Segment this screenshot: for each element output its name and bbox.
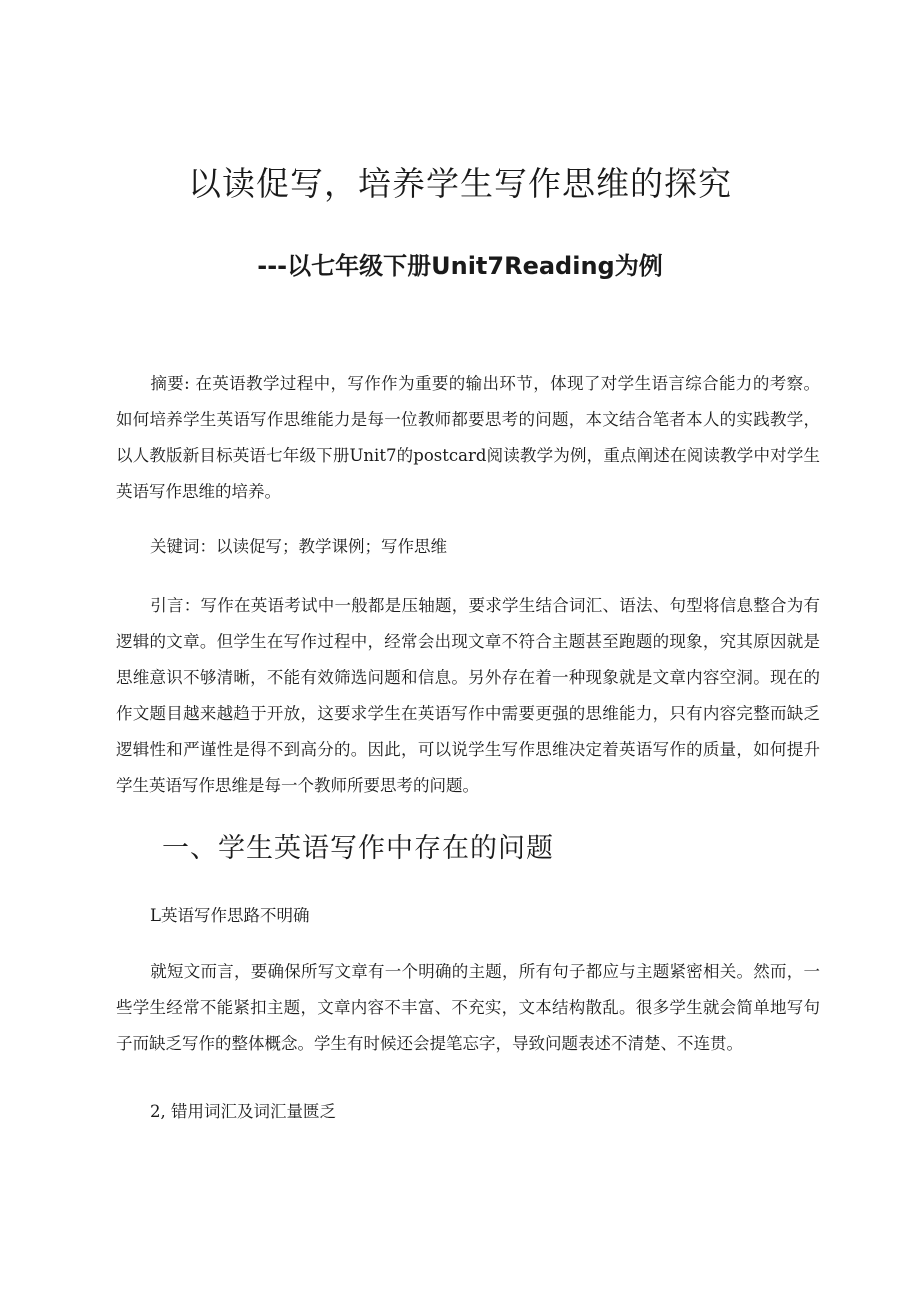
- introduction-paragraph: [116, 588, 820, 804]
- abstract-paragraph: [116, 366, 820, 510]
- document-subtitle: ---以七年级下册Unit7Reading为例: [257, 252, 663, 280]
- section-heading: 一、学生英语写作中存在的问题: [162, 833, 554, 864]
- introduction-text: 引言：写作在英语考试中一般都是压轴题，要求学生结合词汇、语法、句型将信息整合为有逻辑的文章。但学生在写作过程中，经常会出现文章不符合主题甚至跑题的现象，究其原因就是思维意识不够清晰，不能有效筛选问题和信息。另外存在着一种现象就是文章内容空洞。现在的作文题目越来越趋于开放，这要求学生在英语写作中需要更强的思维能力，只有内容完整而缺乏逻辑性和严谨性是得不到高分的。因此，可以说学生写作思维决定着英语写作的质量，如何提升学生英语写作思维是每一个教师所要思考的问题。: [116, 596, 820, 795]
- subsection-heading: L英语写作思路不明确: [150, 906, 310, 925]
- subsection-body-text: 就短文而言，要确保所写文章有一个明确的主题，所有句子都应与主题紧密相关。然而，一些学生经常不能紧扣主题，文章内容不丰富、不充实，文本结构散乱。很多学生就会简单地写句子而缺乏写作的整体概念。学生有时候还会提笔忘字，导致问题表述不清楚、不连贯。: [116, 962, 820, 1053]
- abstract-text: 摘要: 在英语教学过程中，写作作为重要的输出环节，体现了对学生语言综合能力的考察。如何培养学生英语写作思维能力是每一位教师都要思考的问题，本文结合笔者本人的实践教学，以人教版新目标英语七年级下册Unit7的postcard阅读教学为例，重点阐述在阅读教学中对学生英语写作思维的培养。: [116, 374, 820, 501]
- subsection-body: [116, 954, 820, 1062]
- document-title: 以读促写，培养学生写作思维的探究: [188, 164, 732, 203]
- subsection-heading-2: 2, 错用词汇及词汇量匮乏: [150, 1102, 336, 1121]
- keywords-paragraph: [116, 529, 820, 565]
- keywords-text: 关键词：以读促写；教学课例；写作思维: [150, 537, 447, 556]
